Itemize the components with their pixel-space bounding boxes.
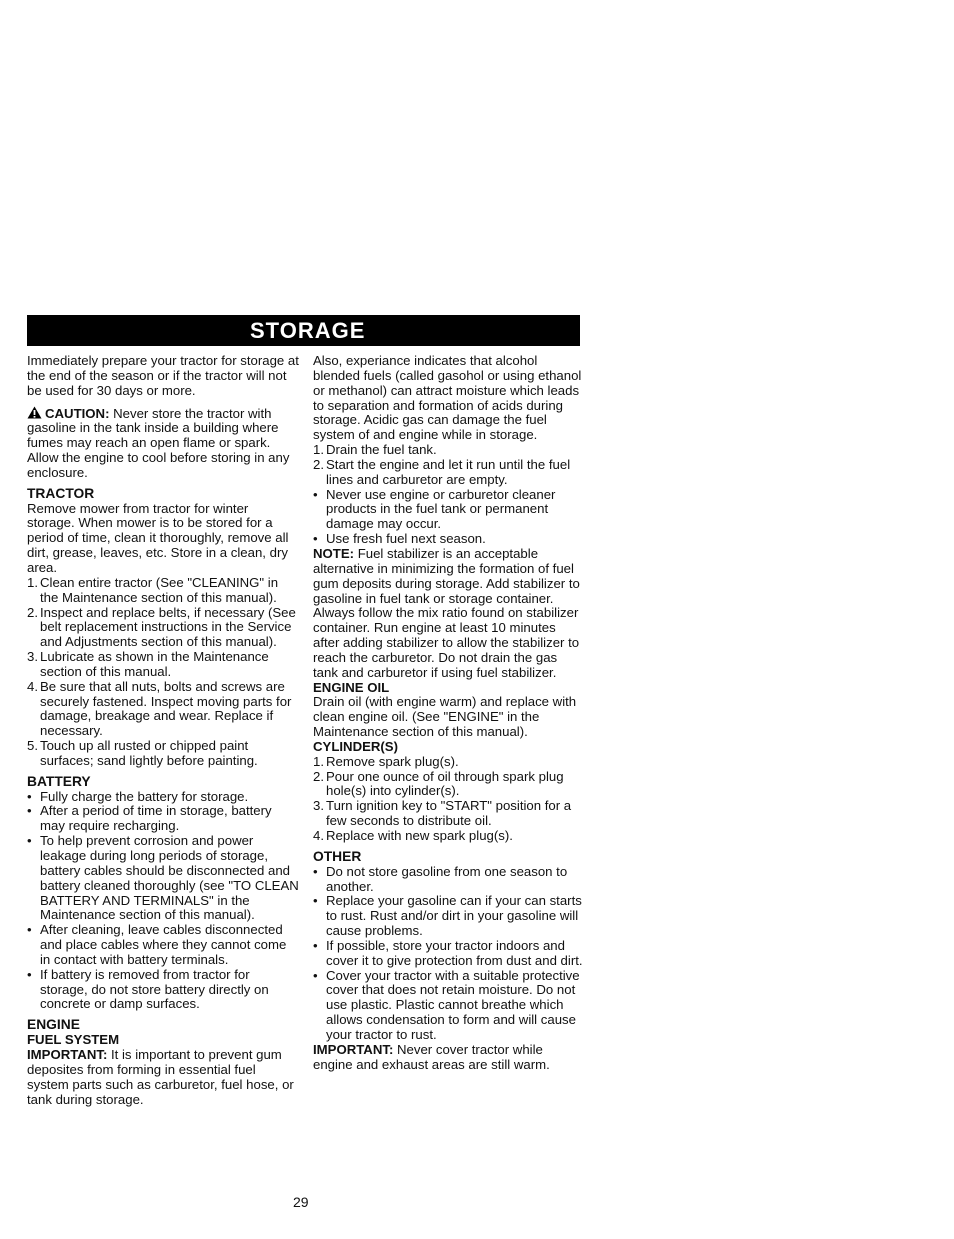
tractor-intro: Remove mower from tractor for winter storage. When mower is to be stored for a period of time, clean it thoroughly, remove all dirt, grease, leaves, etc. Store in a clean, dry area. [27,500,289,575]
list-marker: • [313,486,318,502]
list-item-text: Fully charge the battery for storage. [40,788,249,804]
list-item-text: Replace your gasoline can if your can starts to rust. Rust and/or dirt in your gasoline will cause problems. [326,893,582,939]
list-item-text: Pour one ounce of oil through spark plug hole(s) into cylinder(s). [326,768,564,799]
section-title: STORAGE [250,318,366,343]
list-item-text: Use fresh fuel next season. [326,531,486,547]
list-item [313,488,585,533]
list-marker: • [313,937,318,953]
tractor-heading: TRACTOR [27,485,95,501]
list-item [313,458,585,488]
list-item [313,770,585,800]
important-text: Never cover tractor while engine and exhaust areas are still warm. [313,1041,550,1072]
list-marker: • [313,967,318,983]
list-item [313,443,585,458]
alcohol-fuel-paragraph: Also, experiance indicates that alcohol blended fuels (called gasohol or using ethanol or methanol) can attract moisture which leads to separation and formation of acids during storage. Acidic gas can damage the fuel system of and engine while in storage. [313,353,582,443]
caution-text: Never store the tractor with gasoline in the tank inside a building where fumes may reach an open flame or spark. Allow the engine to cool before storing in any enclosure. [27,405,290,480]
list-item-text: To help prevent corrosion and power leakage during long periods of storage, battery cables should be disconnected and battery cleaned thoroughly (see "TO CLEAN BATTERY AND TERMINALS" in the Maintenance section of this manual). [40,833,299,923]
list-item [27,606,299,651]
other-heading: OTHER [313,848,362,864]
list-marker: 4. [27,678,38,694]
list-item [27,923,299,968]
list-marker: 2. [313,768,324,784]
other-list [313,865,585,1043]
list-marker: • [27,922,32,938]
list-item-text: Turn ignition key to "START" position for a few seconds to distribute oil. [326,798,572,829]
caution-paragraph [27,406,299,481]
list-marker: 3. [313,798,324,814]
list-item-text: Drain the fuel tank. [326,442,437,458]
list-item [313,865,585,895]
list-item [27,739,299,769]
list-marker: • [313,893,318,909]
list-item [27,576,299,606]
list-item-text: If possible, store your tractor indoors and cover it to give protection from dust and dirt. [326,937,583,968]
list-item-text: Never use engine or carburetor cleaner products in the fuel tank or permanent damage may occur. [326,486,556,532]
list-item [313,969,585,1043]
list-marker: 1. [313,753,324,769]
list-marker: 1. [313,442,324,458]
note-text: Fuel stabilizer is an acceptable alternative in minimizing the formation of fuel gum deposits during storage. Add stabilizer to gasoline in fuel tank or storage container. Always follow the mix ratio found on stabilizer container. Run engine at least 10 minutes after adding stabilizer to allow the stabilizer to reach the carburetor. Do not drain the gas tank and carburetor if using fuel stabilizer. [313,545,580,680]
list-item-text: After cleaning, leave cables disconnected and place cables where they cannot come in contact with battery terminals. [40,922,287,967]
tractor-steps-list [27,576,299,769]
intro-paragraph: Immediately prepare your tractor for storage at the end of the season or if the tractor will not be used for 30 days or more. [27,353,299,398]
important-label: IMPORTANT: [27,1046,108,1062]
list-item [313,755,585,770]
section-title-banner [27,315,580,346]
list-item [27,680,299,739]
important-paragraph [313,1043,585,1073]
engine-oil-heading: ENGINE OIL [313,679,390,695]
list-item [313,939,585,969]
page-number: 29 [293,1194,309,1210]
list-item-text: Inspect and replace belts, if necessary (See belt replacement instructions in the Service and Adjustments section of this manual). [40,604,296,650]
list-item [313,894,585,939]
list-item [313,799,585,829]
list-marker: • [27,788,32,804]
important-label: IMPORTANT: [313,1041,394,1057]
list-marker: 2. [27,604,38,620]
caution-label: CAUTION: [45,405,110,421]
list-item-text: Remove spark plug(s). [326,753,459,769]
fuel-system-heading: FUEL SYSTEM [27,1032,120,1048]
list-marker: • [27,833,32,849]
list-marker: 4. [313,828,324,843]
list-marker: • [27,966,32,982]
list-marker: • [313,863,318,879]
list-item-text: Touch up all rusted or chipped paint surfaces; sand lightly before painting. [40,738,258,768]
list-item [27,790,299,805]
warning-triangle-icon [27,406,42,419]
list-item [27,834,299,923]
list-item [313,829,585,844]
list-item-text: If battery is removed from tractor for storage, do not store battery directly on concrete or damp surfaces. [40,966,269,1012]
list-item-text: Clean entire tractor (See "CLEANING" in the Maintenance section of this manual). [40,574,279,605]
note-paragraph [313,547,585,681]
list-marker: 5. [27,738,38,754]
engine-heading: ENGINE [27,1017,80,1033]
fuel-system-paragraph [27,1048,299,1107]
list-marker: 2. [313,456,324,472]
list-item-text: Start the engine and let it run until the fuel lines and carburetor are empty. [326,456,571,487]
list-item [27,968,299,1013]
engine-oil-text: Drain oil (with engine warm) and replace with clean engine oil. (See "ENGINE" in the Maintenance section of this manual). [313,694,577,740]
right-column [313,354,585,1073]
note-label: NOTE: [313,545,355,561]
fuel-steps-list [313,443,585,547]
list-item-text: After a period of time in storage, battery may require recharging. [40,803,272,834]
list-marker: • [313,531,318,547]
list-marker: 3. [27,649,38,665]
list-marker: • [27,803,32,819]
cylinder-steps-list [313,755,585,844]
list-item-text: Cover your tractor with a suitable protective cover that does not retain moisture. Do not use plastic. Plastic cannot breathe which allows condensation to form and will cause your tractor to rust. [326,967,580,1042]
cylinders-heading: CYLINDER(S) [313,738,398,754]
list-item-text: Lubricate as shown in the Maintenance section of this manual. [40,649,269,679]
list-item [27,650,299,680]
list-item [27,804,299,834]
list-item-text: Replace with new spark plug(s). [326,828,513,843]
fuel-system-text: It is important to prevent gum deposites from forming in essential fuel system parts such as carburetor, fuel hose, or tank during storage. [27,1046,294,1107]
list-item-text: Be sure that all nuts, bolts and screws are securely fastened. Inspect moving parts for damage, breakage and wear. Replace if necessary. [40,678,292,739]
list-item-text: Do not store gasoline from one season to another. [326,863,568,894]
list-item [313,532,585,547]
list-marker: 1. [27,574,38,590]
left-column [27,354,299,1107]
battery-list [27,790,299,1013]
battery-heading: BATTERY [27,773,91,789]
